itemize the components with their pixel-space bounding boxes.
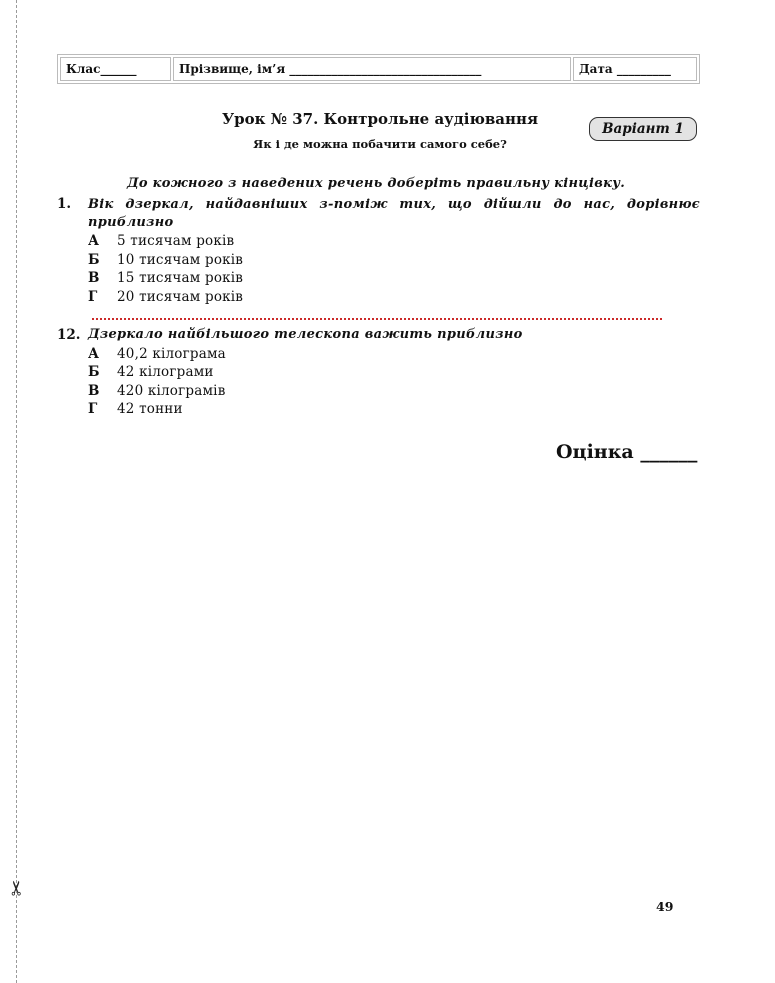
- option-text: 42 тонни: [117, 401, 183, 417]
- scissors-icon: ✂: [4, 879, 29, 897]
- answer-option[interactable]: [88, 289, 243, 305]
- question-number: 12.: [57, 327, 81, 343]
- grade-field[interactable]: Оцінка ______: [556, 441, 698, 463]
- option-letter: Г: [88, 401, 98, 417]
- instruction: До кожного з наведених речень доберіть правильну кінцівку.: [127, 176, 626, 191]
- option-text: 420 кілограмів: [117, 383, 226, 399]
- question-number: 1.: [57, 196, 72, 212]
- variant-badge: Варіант 1: [589, 117, 697, 141]
- option-letter: В: [88, 383, 100, 399]
- option-letter: А: [88, 346, 99, 362]
- answer-option[interactable]: [88, 401, 183, 417]
- option-text: 5 тисячам років: [117, 233, 235, 249]
- option-letter: В: [88, 270, 100, 286]
- option-letter: А: [88, 233, 99, 249]
- lesson-title: Урок № 37. Контрольне аудіювання: [221, 110, 539, 128]
- answer-option[interactable]: [88, 233, 234, 249]
- answer-option[interactable]: [88, 252, 243, 268]
- option-letter: Б: [88, 252, 100, 268]
- student-info-table: [57, 54, 700, 84]
- cut-line: [16, 0, 17, 983]
- question-text: Вік дзеркал, найдавніших з-поміж тих, що дійшли до нас, дорівнює приблизно: [88, 197, 700, 230]
- page-number: 49: [656, 899, 674, 914]
- answer-option[interactable]: [88, 383, 226, 399]
- option-letter: Б: [88, 364, 100, 380]
- option-text: 42 кілограми: [117, 364, 214, 380]
- option-text: 15 тисячам років: [117, 270, 244, 286]
- lesson-subtitle: Як і де можна побачити самого себе?: [253, 137, 507, 151]
- option-letter: Г: [88, 289, 98, 305]
- option-text: 10 тисячам років: [117, 252, 244, 268]
- option-text: 40,2 кілограма: [117, 346, 226, 362]
- date-field[interactable]: Дата _________: [573, 57, 697, 81]
- question-text: Дзеркало найбільшого телескопа важить приблизно: [88, 327, 523, 342]
- section-separator: [92, 318, 662, 320]
- answer-option[interactable]: [88, 270, 243, 286]
- option-text: 20 тисячам років: [117, 289, 244, 305]
- name-field[interactable]: Прізвище, ім’я ________________________________: [173, 57, 571, 81]
- answer-option[interactable]: [88, 346, 226, 362]
- class-field[interactable]: Клас______: [60, 57, 171, 81]
- answer-option[interactable]: [88, 364, 214, 380]
